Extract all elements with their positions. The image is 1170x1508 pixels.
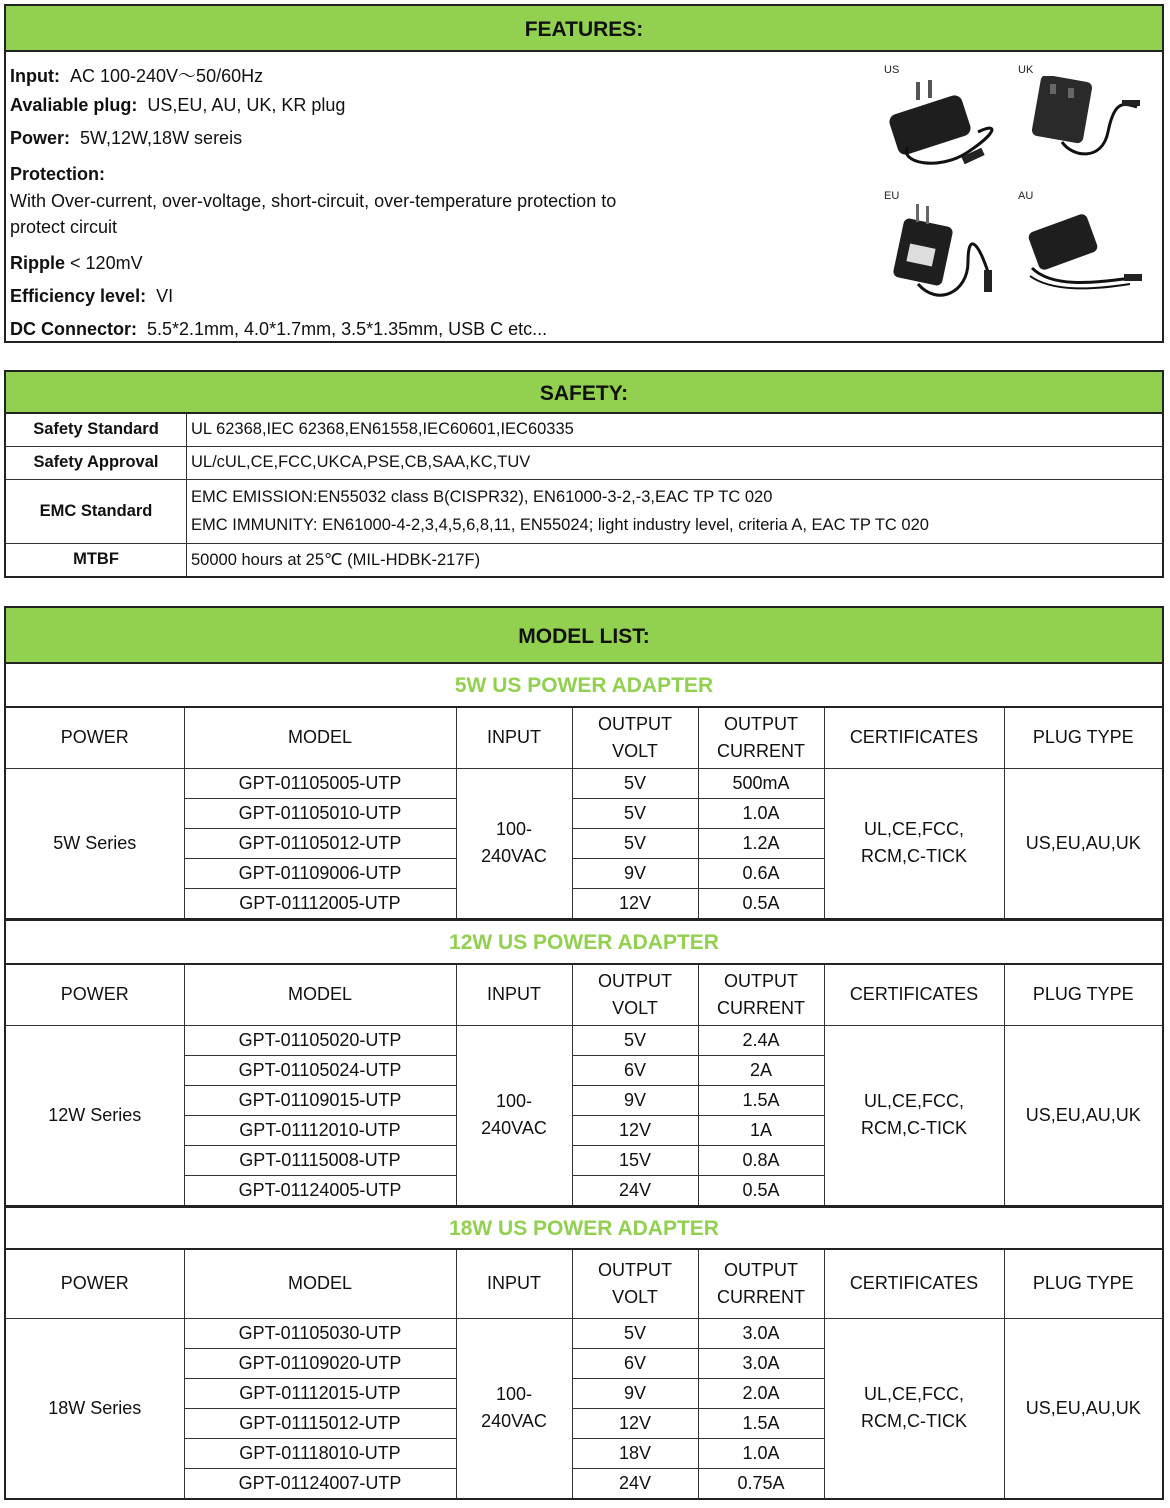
plug-type-header: PLUG TYPE [1032, 727, 1134, 748]
ripple-label: Ripple [10, 253, 66, 273]
adapter-us-icon [878, 76, 1008, 180]
ripple-spec [10, 253, 143, 274]
input-header: INPUT [487, 984, 541, 1005]
input-line-1: 100- [495, 1384, 533, 1405]
plug-image-us [878, 62, 1008, 182]
volt-cell: 9V [572, 1378, 698, 1408]
volt-cell: 6V [572, 1055, 698, 1085]
input-line-2: 240VAC [481, 846, 547, 867]
model-table [6, 965, 1162, 1205]
input-line-2: 240VAC [481, 1411, 547, 1432]
cert-line-1: UL,CE,FCC, [863, 1091, 964, 1112]
plug-type-cell: US,EU,AU,UK [1004, 768, 1162, 918]
column-header [456, 708, 572, 768]
current-cell: 2A [698, 1055, 824, 1085]
input-cell [456, 1318, 572, 1498]
current-cell: 2.4A [698, 1025, 824, 1055]
volt-cell: 6V [572, 1348, 698, 1378]
ripple-value: < 120mV [70, 253, 143, 273]
model-cell: GPT-01124005-UTP [184, 1175, 456, 1205]
model-cell: GPT-01115008-UTP [184, 1145, 456, 1175]
input-header: INPUT [487, 1273, 541, 1294]
safety-table [6, 414, 1162, 576]
plug-type-cell: US,EU,AU,UK [1004, 1025, 1162, 1205]
column-header [456, 1250, 572, 1318]
certificates-cell [824, 1318, 1004, 1498]
output-current-header-2: CURRENT [717, 1286, 805, 1307]
model-sections [6, 664, 1162, 1498]
adapter-uk-icon [1012, 76, 1142, 180]
section-title: 12W US POWER ADAPTER [6, 921, 1162, 965]
volt-cell: 12V [572, 1115, 698, 1145]
output-current-header-1: OUTPUT [724, 713, 798, 734]
model-cell: GPT-01105005-UTP [184, 768, 456, 798]
model-cell: GPT-01105010-UTP [184, 798, 456, 828]
model-section [6, 1208, 1162, 1498]
plug-type-header: PLUG TYPE [1032, 1273, 1134, 1294]
certificates-header: CERTIFICATES [849, 1273, 979, 1294]
emc-immunity: EMC IMMUNITY: EN61000-4-2,3,4,5,6,8,11, EN55024; light industry level, criteria A, EAC TP TC 020 [191, 516, 929, 534]
model-header: MODEL [287, 727, 352, 748]
model-header: MODEL [287, 984, 352, 1005]
plug-image-au [1012, 188, 1142, 308]
column-header [698, 965, 824, 1025]
output-volt-header-1: OUTPUT [598, 1259, 672, 1280]
model-cell: GPT-01112010-UTP [184, 1115, 456, 1145]
model-cell: GPT-01124007-UTP [184, 1468, 456, 1498]
output-current-header-1: OUTPUT [724, 970, 798, 991]
safety-standard-value: UL 62368,IEC 62368,EN61558,IEC60601,IEC60335 [187, 414, 1163, 446]
plug-image-eu [878, 188, 1008, 308]
column-header [824, 965, 1004, 1025]
cert-line-1: UL,CE,FCC, [863, 1384, 964, 1405]
protection-line-2: protect circuit [10, 217, 118, 237]
header-row [6, 965, 1162, 1025]
section-title: 18W US POWER ADAPTER [6, 1208, 1162, 1250]
model-section [6, 664, 1162, 921]
model-cell: GPT-01109015-UTP [184, 1085, 456, 1115]
current-cell: 2.0A [698, 1378, 824, 1408]
volt-cell: 9V [572, 858, 698, 888]
current-cell: 0.6A [698, 858, 824, 888]
model-cell: GPT-01118010-UTP [184, 1438, 456, 1468]
safety-row [6, 479, 1162, 543]
output-volt-header-2: VOLT [612, 740, 658, 761]
current-cell: 0.75A [698, 1468, 824, 1498]
features-panel [4, 4, 1164, 343]
model-cell: GPT-01112005-UTP [184, 888, 456, 918]
column-header [698, 1250, 824, 1318]
dc-value: 5.5*2.1mm, 4.0*1.7mm, 3.5*1.35mm, USB C etc... [147, 319, 548, 339]
dc-connector-spec [10, 319, 547, 340]
current-cell: 3.0A [698, 1348, 824, 1378]
plug-type-header: PLUG TYPE [1032, 984, 1134, 1005]
model-cell: GPT-01112015-UTP [184, 1378, 456, 1408]
output-volt-header-1: OUTPUT [598, 713, 672, 734]
series-cell: 5W Series [6, 768, 184, 918]
volt-cell: 5V [572, 1318, 698, 1348]
input-value: AC 100-240V〜50/60Hz [69, 66, 264, 86]
column-header [1004, 1250, 1162, 1318]
emc-standard-label: EMC Standard [6, 479, 187, 543]
power-header: POWER [60, 1273, 129, 1294]
certificates-cell [824, 768, 1004, 918]
plug-type-cell: US,EU,AU,UK [1004, 1318, 1162, 1498]
power-label: Power: [10, 128, 71, 148]
output-current-header-2: CURRENT [717, 997, 805, 1018]
plug-label-au: AU [1018, 190, 1034, 202]
power-spec [10, 128, 242, 149]
mtbf-value: 50000 hours at 25℃ (MIL-HDBK-217F) [187, 543, 1163, 576]
plug-images [878, 62, 1144, 312]
safety-approval-value: UL/cUL,CE,FCC,UKCA,PSE,CB,SAA,KC,TUV [187, 446, 1163, 479]
power-header: POWER [60, 984, 129, 1005]
cert-line-2: RCM,C-TICK [861, 846, 967, 867]
volt-cell: 5V [572, 828, 698, 858]
input-cell [456, 1025, 572, 1205]
column-header [572, 1250, 698, 1318]
volt-cell: 15V [572, 1145, 698, 1175]
current-cell: 3.0A [698, 1318, 824, 1348]
input-cell [456, 768, 572, 918]
volt-cell: 18V [572, 1438, 698, 1468]
model-table [6, 1250, 1162, 1498]
input-header: INPUT [487, 727, 541, 748]
safety-title: SAFETY: [6, 372, 1162, 414]
input-line-1: 100- [495, 1091, 533, 1112]
protection-spec [10, 164, 105, 185]
cert-line-2: RCM,C-TICK [861, 1118, 967, 1139]
section-title: 5W US POWER ADAPTER [6, 664, 1162, 708]
table-row [6, 768, 1162, 798]
protection-label: Protection: [10, 164, 106, 184]
table-row [6, 1318, 1162, 1348]
volt-cell: 5V [572, 798, 698, 828]
output-volt-header-2: VOLT [612, 1286, 658, 1307]
column-header [698, 708, 824, 768]
series-cell: 18W Series [6, 1318, 184, 1498]
adapter-eu-icon [878, 202, 1008, 306]
current-cell: 1.0A [698, 798, 824, 828]
dc-label: DC Connector: [10, 319, 137, 339]
column-header [6, 1250, 184, 1318]
current-cell: 0.8A [698, 1145, 824, 1175]
column-header [184, 1250, 456, 1318]
volt-cell: 9V [572, 1085, 698, 1115]
column-header [184, 708, 456, 768]
series-cell: 12W Series [6, 1025, 184, 1205]
plug-value: US,EU, AU, UK, KR plug [147, 95, 346, 115]
column-header [1004, 965, 1162, 1025]
volt-cell: 5V [572, 768, 698, 798]
safety-panel [4, 370, 1164, 578]
model-cell: GPT-01105024-UTP [184, 1055, 456, 1085]
current-cell: 0.5A [698, 888, 824, 918]
column-header [6, 965, 184, 1025]
input-line-1: 100- [495, 819, 533, 840]
volt-cell: 5V [572, 1025, 698, 1055]
safety-approval-label: Safety Approval [6, 446, 187, 479]
plug-spec [10, 95, 345, 116]
volt-cell: 12V [572, 888, 698, 918]
model-cell: GPT-01109020-UTP [184, 1348, 456, 1378]
input-label: Input: [10, 66, 60, 86]
volt-cell: 12V [572, 1408, 698, 1438]
safety-row [6, 414, 1162, 446]
emc-standard-value [187, 479, 1163, 543]
column-header [456, 965, 572, 1025]
column-header [824, 708, 1004, 768]
adapter-au-icon [1012, 202, 1142, 306]
header-row [6, 708, 1162, 768]
current-cell: 500mA [698, 768, 824, 798]
mtbf-label: MTBF [6, 543, 187, 576]
model-list-panel [4, 606, 1164, 1500]
output-volt-header-1: OUTPUT [598, 970, 672, 991]
column-header [572, 708, 698, 768]
protection-line-1: With Over-current, over-voltage, short-circuit, over-temperature protection to [10, 191, 617, 211]
model-header: MODEL [287, 1273, 352, 1294]
efficiency-value: VI [156, 286, 174, 306]
model-cell: GPT-01105012-UTP [184, 828, 456, 858]
output-current-header-2: CURRENT [717, 740, 805, 761]
model-cell: GPT-01109006-UTP [184, 858, 456, 888]
cert-line-1: UL,CE,FCC, [863, 819, 964, 840]
certificates-header: CERTIFICATES [849, 727, 979, 748]
header-row [6, 1250, 1162, 1318]
model-cell: GPT-01115012-UTP [184, 1408, 456, 1438]
column-header [572, 965, 698, 1025]
efficiency-spec [10, 286, 173, 307]
emc-emission: EMC EMISSION:EN55032 class B(CISPR32), EN61000-3-2,-3,EAC TP TC 020 [191, 488, 773, 506]
current-cell: 1.5A [698, 1085, 824, 1115]
plug-label: Avaliable plug: [10, 95, 138, 115]
plug-image-uk [1012, 62, 1142, 182]
certificates-cell [824, 1025, 1004, 1205]
model-table [6, 708, 1162, 918]
current-cell: 0.5A [698, 1175, 824, 1205]
plug-label-uk: UK [1018, 64, 1034, 76]
model-cell: GPT-01105020-UTP [184, 1025, 456, 1055]
plug-label-us: US [884, 64, 900, 76]
current-cell: 1A [698, 1115, 824, 1145]
model-list-title: MODEL LIST: [6, 608, 1162, 664]
column-header [184, 965, 456, 1025]
column-header [1004, 708, 1162, 768]
input-line-2: 240VAC [481, 1118, 547, 1139]
model-cell: GPT-01105030-UTP [184, 1318, 456, 1348]
safety-standard-label: Safety Standard [6, 414, 187, 446]
safety-row [6, 543, 1162, 576]
features-title: FEATURES: [6, 6, 1162, 52]
input-spec [10, 62, 263, 88]
certificates-header: CERTIFICATES [849, 984, 979, 1005]
model-section [6, 921, 1162, 1208]
output-current-header-1: OUTPUT [724, 1259, 798, 1280]
current-cell: 1.2A [698, 828, 824, 858]
column-header [6, 708, 184, 768]
cert-line-2: RCM,C-TICK [861, 1411, 967, 1432]
current-cell: 1.0A [698, 1438, 824, 1468]
current-cell: 1.5A [698, 1408, 824, 1438]
column-header [824, 1250, 1004, 1318]
volt-cell: 24V [572, 1468, 698, 1498]
table-row [6, 1025, 1162, 1055]
efficiency-label: Efficiency level: [10, 286, 147, 306]
volt-cell: 24V [572, 1175, 698, 1205]
plug-label-eu: EU [884, 190, 900, 202]
power-value: 5W,12W,18W sereis [80, 128, 243, 148]
safety-row [6, 446, 1162, 479]
output-volt-header-2: VOLT [612, 997, 658, 1018]
power-header: POWER [60, 727, 129, 748]
